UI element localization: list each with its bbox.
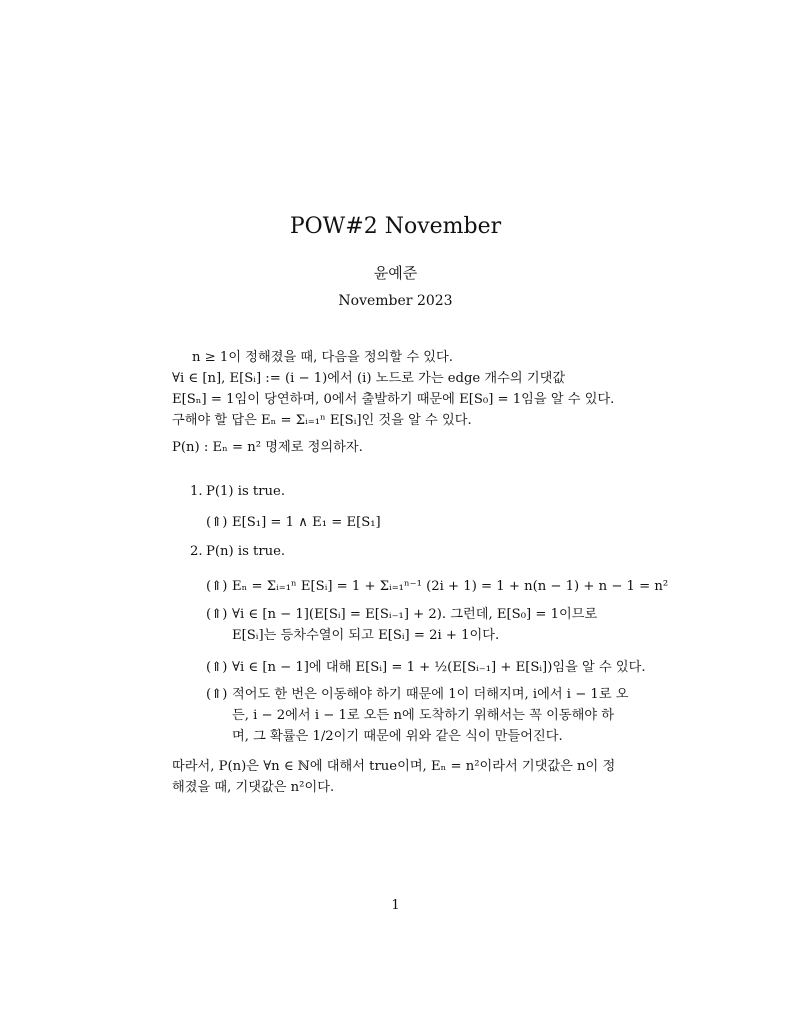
item-2-step-3	[206, 657, 646, 678]
conclusion: 따라서, P(n)은 ∀n ∈ ℕ에 대해서 true이며, Eₙ = n²이라서 기댓값은 n이 정해졌을 때, 기댓값은 n²이다.	[172, 759, 616, 795]
item-2-step-1	[206, 576, 668, 597]
page-number: 1	[391, 898, 400, 913]
step-text: Eₙ = Σᵢ₌₁ⁿ E[Sᵢ] = 1 + Σᵢ₌₁ⁿ⁻¹ (2i + 1) = 1 + n(n − 1) + n − 1 = n²	[232, 579, 669, 594]
uparrow-mark: (⇑)	[206, 515, 228, 530]
paper-title: POW#2 November	[289, 214, 502, 239]
item-2-number: 2.	[190, 544, 203, 559]
item-1-label: P(1) is true.	[206, 484, 286, 499]
step-text: 적어도 한 번은 이동해야 하기 때문에 1이 더해지며, i에서 i − 1로 오든, i − 2에서 i − 1로 오든 n에 도착하기 위해서는 꼭 이동해야 하며, 그 확률은 1/2이기 때문에 위와 같은 식이 만들어진다.	[232, 687, 629, 744]
uparrow-mark: (⇑)	[206, 660, 228, 675]
intro-line-5: P(n) : Eₙ = n² 명제로 정의하자.	[172, 440, 363, 455]
item-2-step-4	[206, 684, 630, 747]
item-2-step-2	[206, 604, 630, 646]
author-name: 윤예준	[373, 264, 418, 282]
paper-date: November 2023	[338, 293, 453, 309]
intro-line-4: 구해야 할 답은 Eₙ = Σᵢ₌₁ⁿ E[Sᵢ]인 것을 알 수 있다.	[172, 413, 472, 428]
item-1-number: 1.	[190, 484, 203, 499]
uparrow-mark: (⇑)	[206, 607, 228, 622]
item-2-label: P(n) is true.	[206, 544, 286, 559]
step-text: ∀i ∈ [n − 1](E[Sᵢ] = E[Sᵢ₋₁] + 2). 그런데, E[S₀] = 1이므로 E[Sᵢ]는 등차수열이 되고 E[Sᵢ] = 2i + 1이다.	[232, 607, 598, 643]
intro-line-2: ∀i ∈ [n], E[Sᵢ] := (i − 1)에서 (i) 노드로 가는 edge 개수의 기댓값	[172, 371, 566, 386]
uparrow-mark: (⇑)	[206, 579, 228, 594]
step-text: E[S₁] = 1 ∧ E₁ = E[S₁]	[232, 515, 381, 530]
intro-line-3: E[Sₙ] = 1임이 당연하며, 0에서 출발하기 때문에 E[S₀] = 1임을 알 수 있다.	[172, 392, 615, 407]
intro-line-1: n ≥ 1이 정해졌을 때, 다음을 정의할 수 있다.	[192, 350, 453, 365]
step-text: ∀i ∈ [n − 1]에 대해 E[Sᵢ] = 1 + ½(E[Sᵢ₋₁] + E[Sᵢ])임을 알 수 있다.	[232, 660, 646, 675]
item-1-step-1	[206, 512, 381, 533]
uparrow-mark: (⇑)	[206, 687, 228, 702]
